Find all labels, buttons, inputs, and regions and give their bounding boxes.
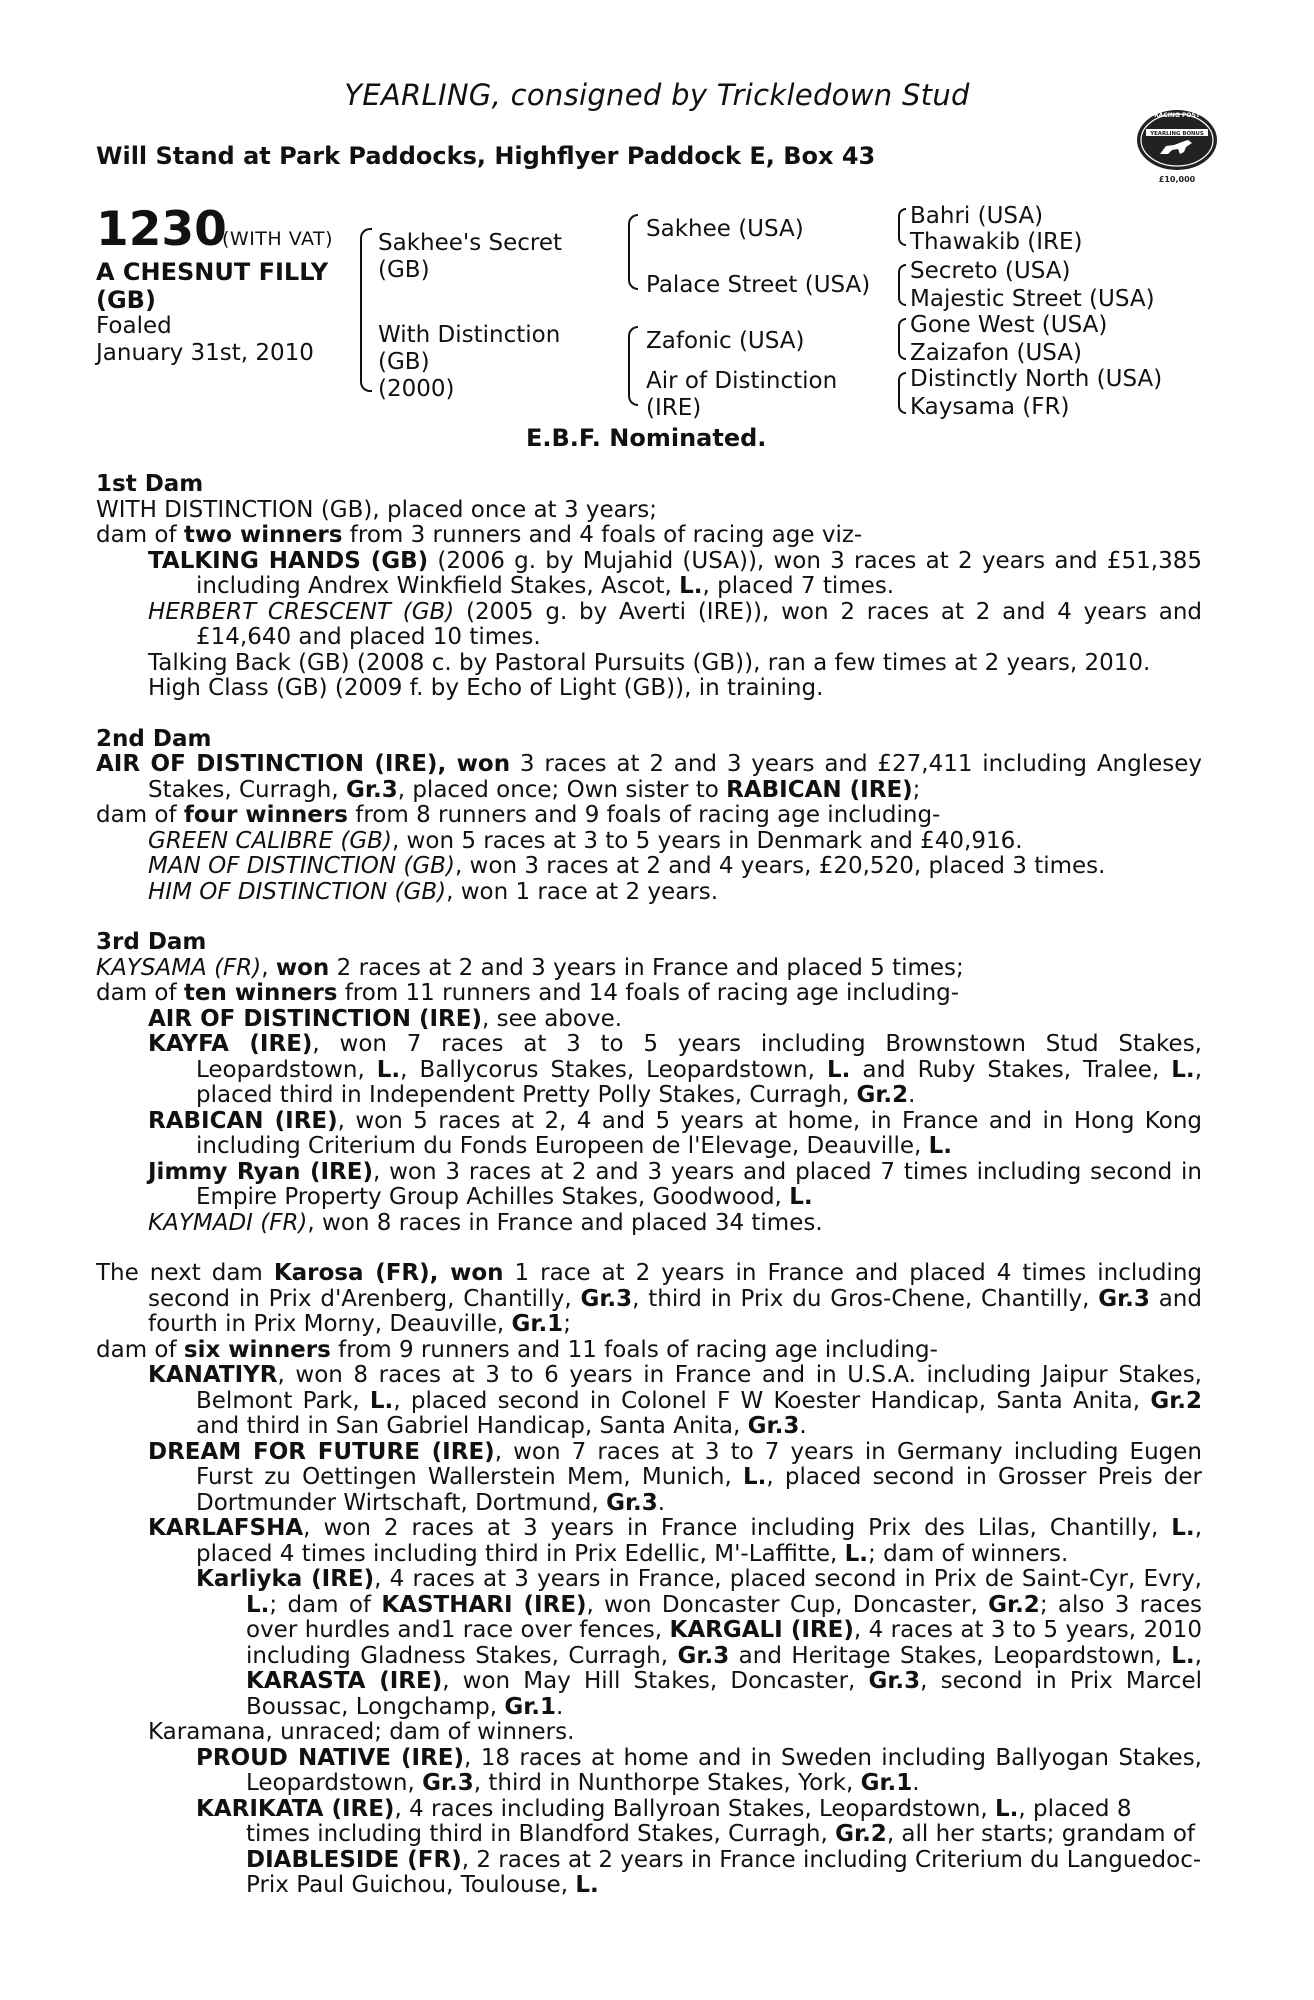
badge-top-text: RACING POST xyxy=(1154,112,1200,119)
grand-sire-sire: Bahri (USA) xyxy=(910,203,1044,229)
produce-kaymadi: KAYMADI (FR), won 8 races in France and placed 34 times. xyxy=(148,1209,823,1236)
produce-air-of-distinction: AIR OF DISTINCTION (IRE), see above. xyxy=(148,1005,623,1032)
third-dam-produce: dam of ten winners from 11 runners and 14 foals of racing age including- xyxy=(96,980,960,1006)
produce-man-of-distinction: MAN OF DISTINCTION (GB), won 3 races at 2 and 4 years, £20,520, placed 3 times. xyxy=(148,853,1106,879)
produce-him-of-distinction: HIM OF DISTINCTION (GB), won 1 race at 2 years. xyxy=(148,878,719,905)
pedigree-brace-dam xyxy=(628,326,638,406)
produce-talking-hands: TALKING HANDS (GB) (2006 g. by Mujahid (USA)), won 3 races at 2 years and £51,385 including Andrex Winkfield Stakes, Ascot, L., placed 7 times. xyxy=(148,547,1202,599)
second-dam-produce: dam of four winners from 8 runners and 9 foals of racing age including- xyxy=(96,802,941,828)
pedigree-brace-4a xyxy=(898,208,906,246)
produce-dream-for-future: DREAM FOR FUTURE (IRE), won 7 races at 3 to 7 years in Germany including Eugen Furst zu Oettingen Wallerstein Mem, Munich, L., placed second in Grosser Preis der Dortmunder Wirtschaft, Dortmund, Gr.3. xyxy=(148,1438,1203,1516)
dam-sire: Zafonic (USA) xyxy=(646,328,805,354)
first-dam-line: WITH DISTINCTION (GB), placed once at 3 years; xyxy=(96,496,657,523)
ebf-nominated: E.B.F. Nominated. xyxy=(526,424,767,452)
produce-kanatiyr: KANATIYR, won 8 races at 3 to 6 years in France and in U.S.A. including Jaipur Stakes, Belmont Park, L., placed second in Colonel F W Koester Handicap, Santa Anita, Gr.2 and third in San Gabriel Handicap, Santa Anita, Gr.3. xyxy=(148,1362,1203,1439)
foaled-label: Foaled xyxy=(96,313,172,339)
first-dam-produce: dam of two winners from 3 runners and 4 foals of racing age viz- xyxy=(96,522,863,548)
yearling-bonus-badge xyxy=(1134,96,1220,188)
dam-grand-sire-sire: Gone West (USA) xyxy=(910,312,1108,338)
produce-karikata: KARIKATA (IRE), 4 races including Ballyroan Stakes, Leopardstown, L., placed 8 times including third in Blandford Stakes, Curragh, Gr.2, all her starts; grandam of DIABLESIDE (FR), 2 races at 2 years in France including Criterium du Languedoc-Prix Paul Guichou, Toulouse, L. xyxy=(196,1795,1202,1898)
stand-location: Will Stand at Park Paddocks, Highflyer Paddock E, Box 43 xyxy=(96,142,876,170)
sire-name: Sakhee's Secret (GB) xyxy=(378,230,563,283)
grand-sire-dam: Thawakib (IRE) xyxy=(910,229,1083,255)
next-dam-record: The next dam Karosa (FR), won 1 race at 2 years in France and placed 4 times including second in Prix d'Arenberg, Chantilly, Gr.3, third in Prix du Gros-Chene, Chantilly, Gr.3 and fourth in Prix Morny, Deauville, Gr.1; xyxy=(96,1260,1203,1337)
dam-grand-dam-dam: Kaysama (FR) xyxy=(910,394,1070,420)
produce-talking-back: Talking Back (GB) (2008 c. by Pastoral Pursuits (GB)), ran a few times at 2 years, 2010. xyxy=(148,649,1151,676)
grand-dam-dam: Majestic Street (USA) xyxy=(910,286,1155,312)
badge-amount-text: £10,000 xyxy=(1158,175,1196,184)
produce-high-class: High Class (GB) (2009 f. by Echo of Light (GB)), in training. xyxy=(148,675,824,701)
produce-kayfa: KAYFA (IRE), won 7 races at 3 to 5 years including Brownstown Stud Stakes, Leopardstown, L., Ballycorus Stakes, Leopardstown, L. and Ruby Stakes, Tralee, L., placed third in Independent Pretty Polly Stakes, Curragh, Gr.2. xyxy=(148,1031,1202,1108)
catalogue-heading: YEARLING, consigned by Trickledown Stud xyxy=(344,78,970,112)
badge-mid-text: YEARLING BONUS xyxy=(1150,131,1204,137)
foaled-date: January 31st, 2010 xyxy=(96,340,314,366)
pedigree-brace-main xyxy=(360,228,372,392)
sire-dam: Palace Street (USA) xyxy=(646,272,871,298)
sire-sire: Sakhee (USA) xyxy=(646,216,804,242)
produce-jimmy-ryan: Jimmy Ryan (IRE), won 3 races at 2 and 3 years and placed 7 times including second in Empire Property Group Achilles Stakes, Goodwood, L. xyxy=(148,1158,1202,1210)
pedigree-brace-4d xyxy=(898,372,906,414)
second-dam-heading: 2nd Dam xyxy=(96,725,212,752)
pedigree-brace-sire xyxy=(628,214,638,290)
pedigree-brace-4c xyxy=(898,318,906,360)
lot-number: 1230 xyxy=(96,202,227,257)
produce-herbert-crescent: HERBERT CRESCENT (GB) (2005 g. by Averti (IRE)), won 2 races at 2 and 4 years and £14,640 and placed 10 times. xyxy=(148,598,1202,650)
produce-karlafsha: KARLAFSHA, won 2 races at 3 years in France including Prix des Lilas, Chantilly, L., placed 4 times including third in Prix Edellic, M'-Laffitte, L.; dam of winners. xyxy=(148,1515,1202,1567)
lot-description: A CHESNUT FILLY xyxy=(96,258,329,286)
dam-grand-sire-dam: Zaizafon (USA) xyxy=(910,340,1083,366)
vat-note: (WITH VAT) xyxy=(222,228,334,250)
grand-dam-sire: Secreto (USA) xyxy=(910,258,1071,284)
produce-rabican: RABICAN (IRE), won 5 races at 2, 4 and 5 years at home, in France and in Hong Kong including Criterium du Fonds Europeen de l'Elevage, Deauville, L. xyxy=(148,1107,1202,1159)
next-dam-produce: dam of six winners from 9 runners and 11 foals of racing age including- xyxy=(96,1336,938,1363)
produce-green-calibre: GREEN CALIBRE (GB), won 5 races at 3 to 5 years in Denmark and £40,916. xyxy=(148,827,1023,854)
produce-karliyka: Karliyka (IRE), 4 races at 3 years in France, placed second in Prix de Saint-Cyr, Evry, L.; dam of KASTHARI (IRE), won Doncaster Cup, Doncaster, Gr.2; also 3 races over hurdles and1 race over fences, KARGALI (IRE), 4 races at 3 to 5 years, 2010 including Gladness Stakes, Curragh, Gr.3 and Heritage Stakes, Leopardstown, L., KARASTA (IRE), won May Hill Stakes, Doncaster, Gr.3, second in Prix Marcel Boussac, Longchamp, Gr.1. xyxy=(196,1566,1202,1720)
dam-dam: Air of Distinction (IRE) xyxy=(646,368,838,421)
third-dam-record: KAYSAMA (FR), won 2 races at 2 and 3 years in France and placed 5 times; xyxy=(96,954,964,981)
first-dam-heading: 1st Dam xyxy=(96,471,204,497)
third-dam-heading: 3rd Dam xyxy=(96,929,207,955)
catalogue-body xyxy=(96,472,1202,1899)
produce-proud-native: PROUD NATIVE (IRE), 18 races at home and in Sweden including Ballyogan Stakes, Leopardstown, Gr.3, third in Nunthorpe Stakes, York, Gr.1. xyxy=(196,1744,1202,1796)
produce-karamana: Karamana, unraced; dam of winners. xyxy=(148,1719,575,1745)
dam-grand-dam-sire: Distinctly North (USA) xyxy=(910,366,1163,392)
second-dam-record: AIR OF DISTINCTION (IRE), won 3 races at 2 and 3 years and £27,411 including Anglesey Stakes, Curragh, Gr.3, placed once; Own sister to RABICAN (IRE); xyxy=(96,751,1203,803)
lot-description-country: (GB) xyxy=(96,286,156,314)
dam-name: With Distinction (GB) (2000) xyxy=(378,322,561,402)
pedigree-brace-4b xyxy=(898,264,906,306)
